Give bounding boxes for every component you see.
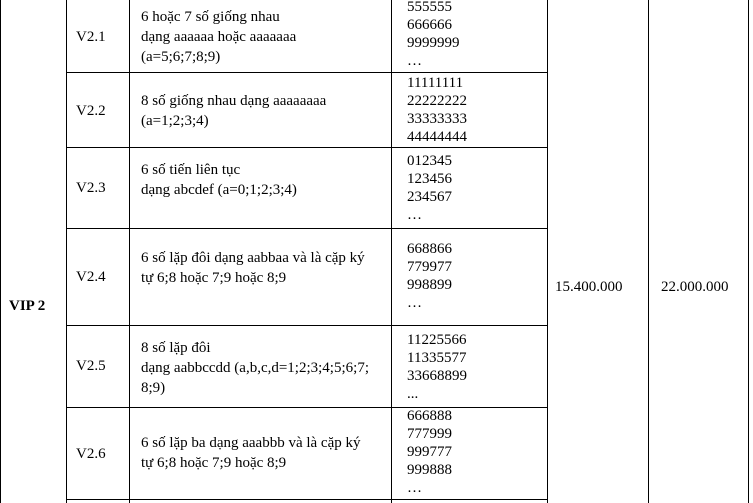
row-divider — [66, 499, 548, 500]
example-ellipsis: ... — [407, 386, 419, 402]
example-number: 666888 — [407, 408, 452, 424]
example-number: 22222222 — [407, 93, 467, 109]
column-divider — [648, 0, 649, 503]
row-examples — [407, 0, 460, 70]
row-code: V2.3 — [76, 180, 106, 196]
example-number: 44444444 — [407, 129, 467, 145]
row-examples — [407, 407, 452, 497]
row-description — [141, 338, 369, 398]
example-number: 11225566 — [407, 332, 467, 348]
example-ellipsis: … — [407, 295, 422, 311]
group-label: VIP 2 — [9, 298, 46, 314]
example-ellipsis: … — [407, 207, 422, 223]
example-number: 779977 — [407, 259, 452, 275]
row-divider — [66, 407, 548, 408]
description-line: 8 số lặp đôi — [141, 340, 211, 356]
example-number: 9999999 — [407, 35, 460, 51]
price-2: 22.000.000 — [661, 279, 729, 295]
row-examples — [407, 331, 467, 403]
example-number: 33333333 — [407, 111, 467, 127]
example-number: 012345 — [407, 153, 452, 169]
price-1: 15.400.000 — [555, 279, 623, 295]
row-description — [141, 248, 365, 288]
description-line: (a=1;2;3;4) — [141, 113, 209, 129]
example-number: 998899 — [407, 277, 452, 293]
column-divider — [66, 0, 67, 503]
description-line: tự 6;8 hoặc 7;9 hoặc 8;9 — [141, 270, 287, 286]
description-line: 6 số tiến liên tục — [141, 162, 241, 178]
example-number: 11335577 — [407, 350, 467, 366]
row-code: V2.5 — [76, 358, 106, 374]
row-divider — [66, 147, 548, 148]
row-divider — [66, 228, 548, 229]
table-border-right — [748, 0, 749, 503]
example-ellipsis: … — [407, 53, 422, 69]
row-examples — [407, 240, 452, 312]
example-number: 666666 — [407, 17, 452, 33]
example-number: 11111111 — [407, 75, 464, 91]
description-line: 6 số lặp ba dạng aaabbb và là cặp ký — [141, 435, 361, 451]
column-divider — [129, 0, 130, 503]
row-code: V2.1 — [76, 29, 106, 45]
description-line: dạng abcdef (a=0;1;2;3;4) — [141, 182, 297, 198]
description-line: dạng aabbccdd (a,b,c,d=1;2;3;4;5;6;7; — [141, 360, 369, 376]
description-line: 8 số giống nhau dạng aaaaaaaa — [141, 93, 327, 109]
description-line: 6 hoặc 7 số giống nhau — [141, 9, 280, 25]
row-description — [141, 7, 296, 67]
example-number: 123456 — [407, 171, 452, 187]
example-number: 999777 — [407, 444, 452, 460]
description-line: tự 6;8 hoặc 7;9 hoặc 8;9 — [141, 455, 287, 471]
example-number: 999888 — [407, 462, 452, 478]
row-divider — [66, 72, 548, 73]
row-code: V2.2 — [76, 103, 106, 119]
example-number: 668866 — [407, 241, 452, 257]
row-description — [141, 160, 297, 200]
description-line: 8;9) — [141, 380, 166, 396]
row-code: V2.6 — [76, 446, 106, 462]
description-line: dạng aaaaaa hoặc aaaaaaa — [141, 29, 297, 45]
description-line: 6 số lặp đôi dạng aabbaa và là cặp ký — [141, 250, 365, 266]
row-examples — [407, 152, 452, 224]
column-divider — [391, 0, 392, 503]
description-line: (a=5;6;7;8;9) — [141, 49, 221, 65]
row-description — [141, 91, 326, 131]
row-description — [141, 433, 361, 473]
row-code: V2.4 — [76, 269, 106, 285]
row-divider — [66, 325, 548, 326]
example-number: 33668899 — [407, 368, 467, 384]
example-number: 555555 — [407, 0, 452, 15]
table-border-left — [0, 0, 1, 503]
example-number: 234567 — [407, 189, 452, 205]
row-examples — [407, 74, 467, 146]
example-number: 777999 — [407, 426, 452, 442]
example-ellipsis: … — [407, 480, 422, 496]
column-divider — [547, 0, 548, 503]
